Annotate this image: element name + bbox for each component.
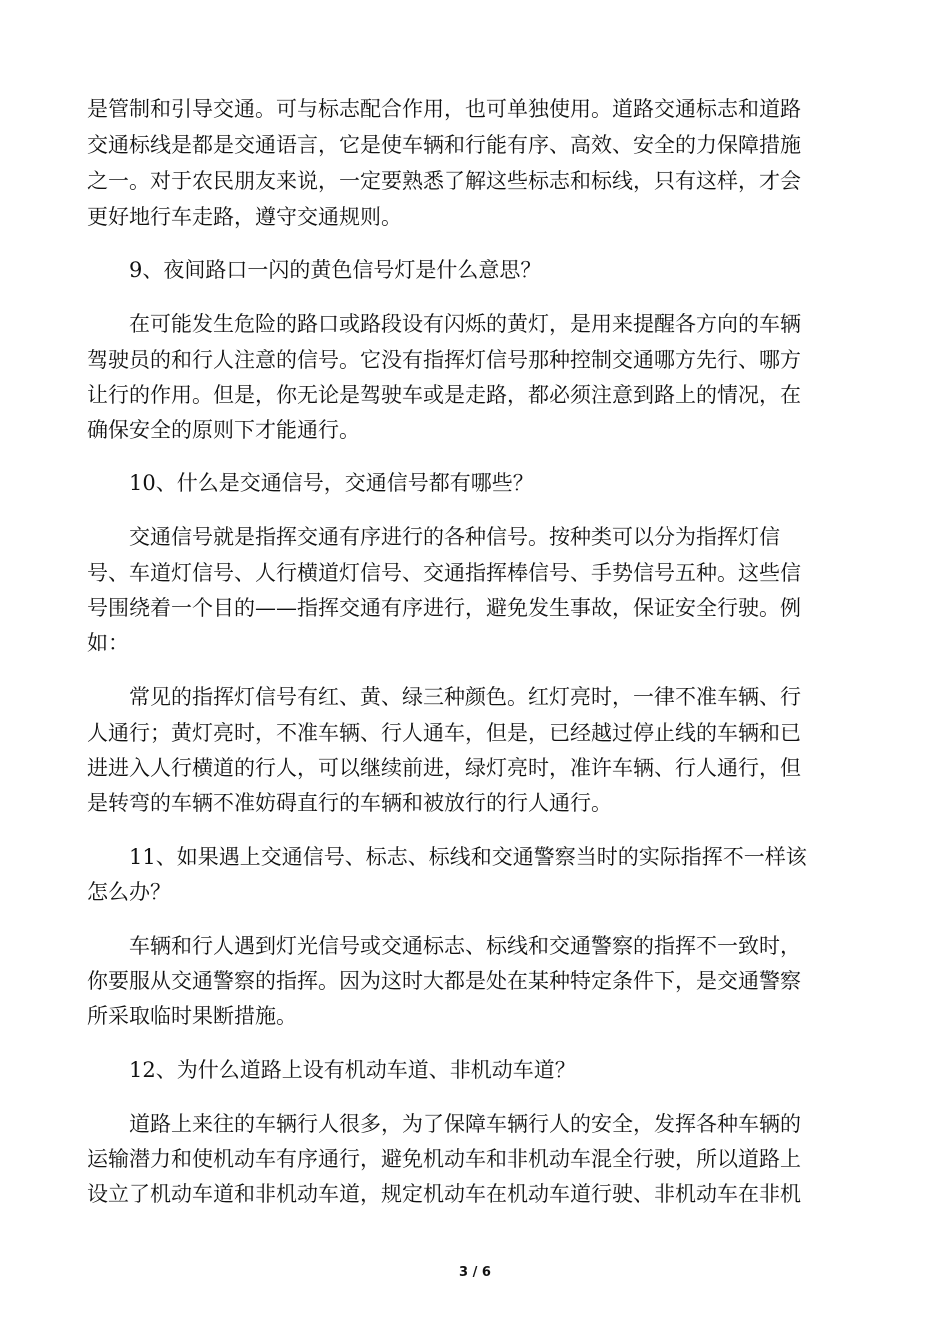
question-heading: 11、如果遇上交通信号、标志、标线和交通警察当时的实际指挥不一样该 [129, 845, 807, 869]
text-line: 在可能发生危险的路口或路段设有闪烁的黄灯，是用来提醒各方向的车辆 [129, 312, 801, 336]
text-line: 你要服从交通警察的指挥。因为这时大都是处在某种特定条件下，是交通警察 [87, 969, 801, 993]
text-line: 车辆和行人遇到灯光信号或交通标志、标线和交通警察的指挥不一致时， [129, 934, 801, 958]
question-heading: 9、夜间路口一闪的黄色信号灯是什么意思？ [129, 258, 542, 282]
text-line: 之一。对于农民朋友来说，一定要熟悉了解这些标志和标线，只有这样，才会 [87, 169, 801, 193]
text-line: 让行的作用。但是，你无论是驾驶车或是走路，都必须注意到路上的情况，在 [87, 383, 801, 407]
text-line: 号、车道灯信号、人行横道灯信号、交通指挥棒信号、手势信号五种。这些信 [87, 561, 801, 585]
text-line: 道路上来往的车辆行人很多，为了保障车辆行人的安全，发挥各种车辆的 [129, 1112, 801, 1136]
text-line: 所采取临时果断措施。 [87, 1004, 297, 1028]
text-line: 交通信号就是指挥交通有序进行的各种信号。按种类可以分为指挥灯信 [129, 525, 780, 549]
question-heading: 10、什么是交通信号，交通信号都有哪些？ [129, 471, 534, 495]
text-line: 运输潜力和使机动车有序通行，避免机动车和非机动车混全行驶，所以道路上 [87, 1147, 801, 1171]
text-line: 常见的指挥灯信号有红、黄、绿三种颜色。红灯亮时，一律不准车辆、行 [129, 685, 801, 709]
text-line: 进进入人行横道的行人，可以继续前进，绿灯亮时，准许车辆、行人通行，但 [87, 756, 801, 780]
text-line: 交通标线是都是交通语言，它是使车辆和行能有序、高效、安全的力保障措施 [87, 133, 801, 157]
question-heading: 怎么办？ [87, 880, 171, 904]
text-line: 设立了机动车道和非机动车道，规定机动车在机动车道行驶、非机动车在非机 [87, 1182, 801, 1206]
text-line: 驾驶员的和行人注意的信号。它没有指挥灯信号那种控制交通哪方先行、哪方 [87, 348, 801, 372]
text-line: 更好地行车走路，遵守交通规则。 [87, 205, 402, 229]
text-line: 确保安全的原则下才能通行。 [87, 418, 360, 442]
question-heading: 12、为什么道路上设有机动车道、非机动车道？ [129, 1058, 576, 1082]
text-line: 号围绕着一个目的——指挥交通有序进行，避免发生事故，保证安全行驶。例 [87, 596, 801, 620]
text-line: 是管制和引导交通。可与标志配合作用，也可单独使用。道路交通标志和道路 [87, 97, 801, 121]
text-line: 是转弯的车辆不准妨碍直行的车辆和被放行的行人通行。 [87, 791, 612, 815]
text-line: 人通行；黄灯亮时，不准车辆、行人通车，但是，已经越过停止线的车辆和已 [87, 721, 801, 745]
text-line: 如： [87, 631, 129, 655]
page-number: 3 / 6 [459, 1265, 491, 1280]
